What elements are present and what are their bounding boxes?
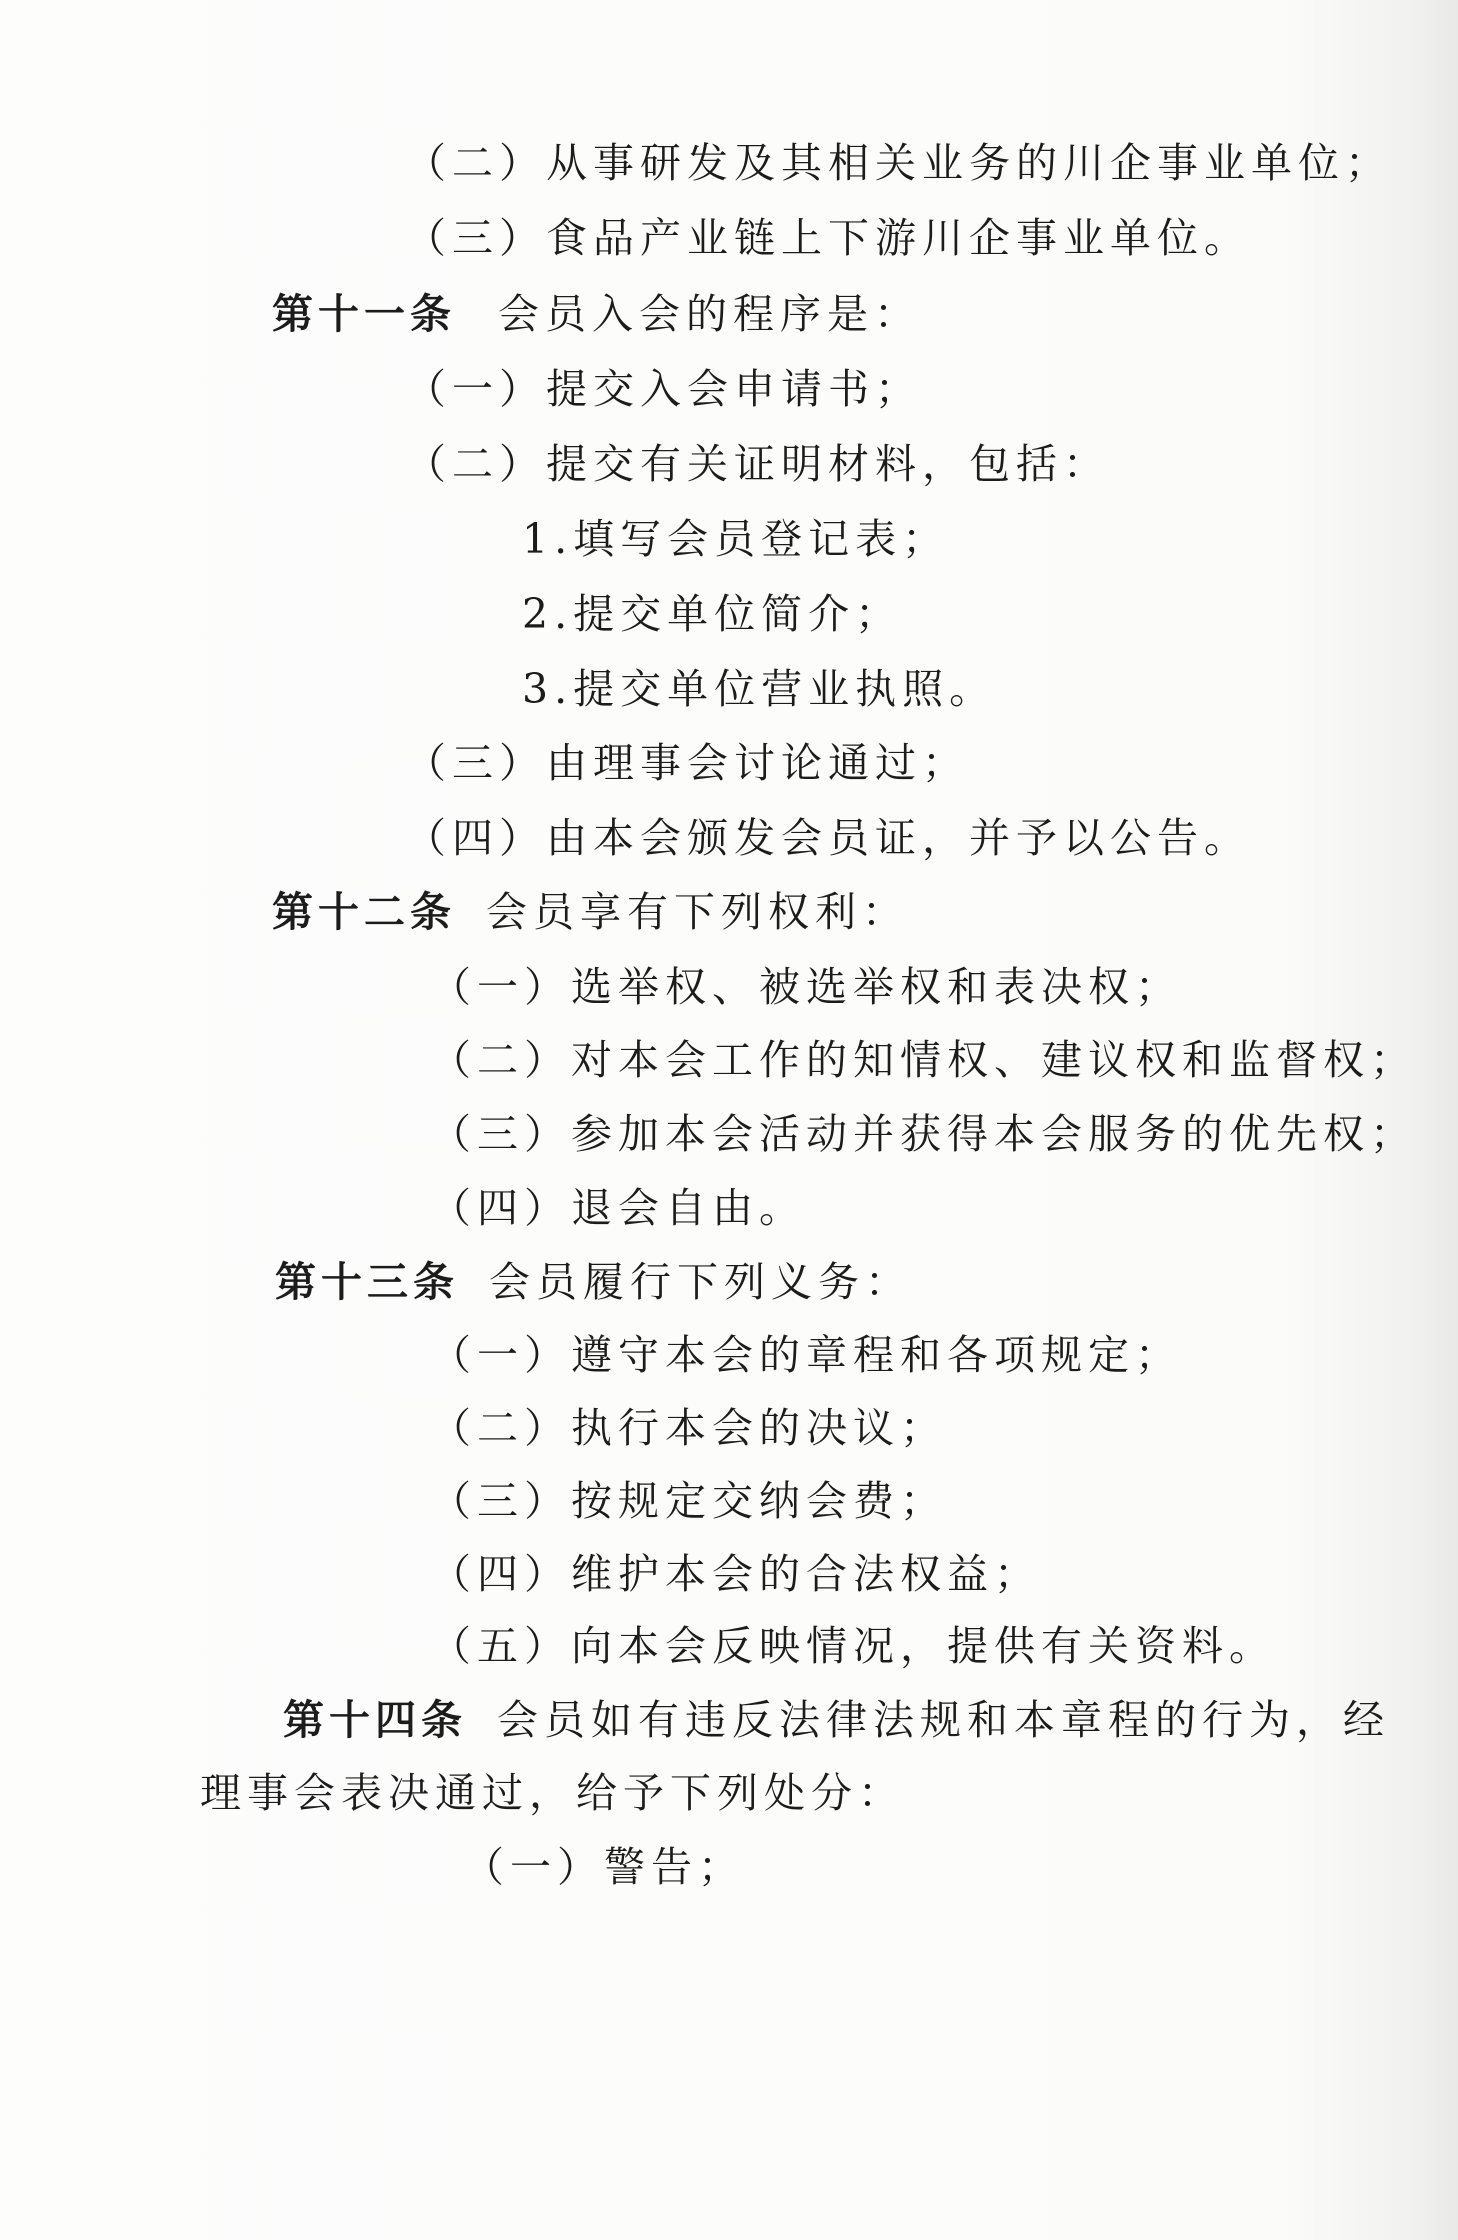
- clause-item: （一）选举权、被选举权和表决权；: [430, 963, 1182, 1011]
- clause-item: （二）执行本会的决议；: [430, 1404, 947, 1452]
- article-number: 第十二条: [272, 888, 456, 936]
- clause-item: （三）参加本会活动并获得本会服务的优先权；: [430, 1110, 1417, 1158]
- clause-item: （二）从事研发及其相关业务的川企事业单位；: [405, 139, 1392, 187]
- clause-item: （四）由本会颁发会员证，并予以公告。: [405, 814, 1251, 862]
- article-text: 会员享有下列权利：: [486, 888, 909, 936]
- paragraph-continuation: 理事会表决通过，给予下列处分：: [200, 1769, 905, 1817]
- article-number: 第十一条: [272, 290, 456, 338]
- clause-item: （一）提交入会申请书；: [405, 365, 922, 413]
- article-14: [283, 1690, 1390, 1750]
- sub-item: 1.填写会员登记表；: [522, 515, 950, 563]
- clause-item: （二）对本会工作的知情权、建议权和监督权；: [430, 1036, 1417, 1084]
- article-11: [272, 284, 921, 344]
- article-number: 第十三条: [275, 1258, 459, 1306]
- article-number: 第十四条: [283, 1696, 467, 1744]
- article-13: [275, 1252, 912, 1312]
- clause-item: （三）食品产业链上下游川企事业单位。: [405, 214, 1251, 262]
- clause-item: （一）警告；: [463, 1843, 745, 1891]
- clause-item: （四）维护本会的合法权益；: [430, 1550, 1041, 1598]
- clause-item: （四）退会自由。: [430, 1184, 806, 1232]
- article-text: 会员履行下列义务：: [489, 1258, 912, 1306]
- clause-item: （三）由理事会讨论通过；: [405, 739, 969, 787]
- clause-item: （五）向本会反映情况，提供有关资料。: [430, 1622, 1276, 1670]
- article-text: 会员如有违反法律法规和本章程的行为，经: [497, 1696, 1390, 1744]
- clause-item: （二）提交有关证明材料，包括：: [405, 440, 1110, 488]
- clause-item: （三）按规定交纳会费；: [430, 1477, 947, 1525]
- clause-item: （一）遵守本会的章程和各项规定；: [430, 1331, 1182, 1379]
- sub-item: 2.提交单位简介；: [522, 590, 903, 638]
- article-12: [272, 882, 909, 942]
- article-text: 会员入会的程序是：: [498, 290, 921, 338]
- sub-item: 3.提交单位营业执照。: [522, 665, 997, 713]
